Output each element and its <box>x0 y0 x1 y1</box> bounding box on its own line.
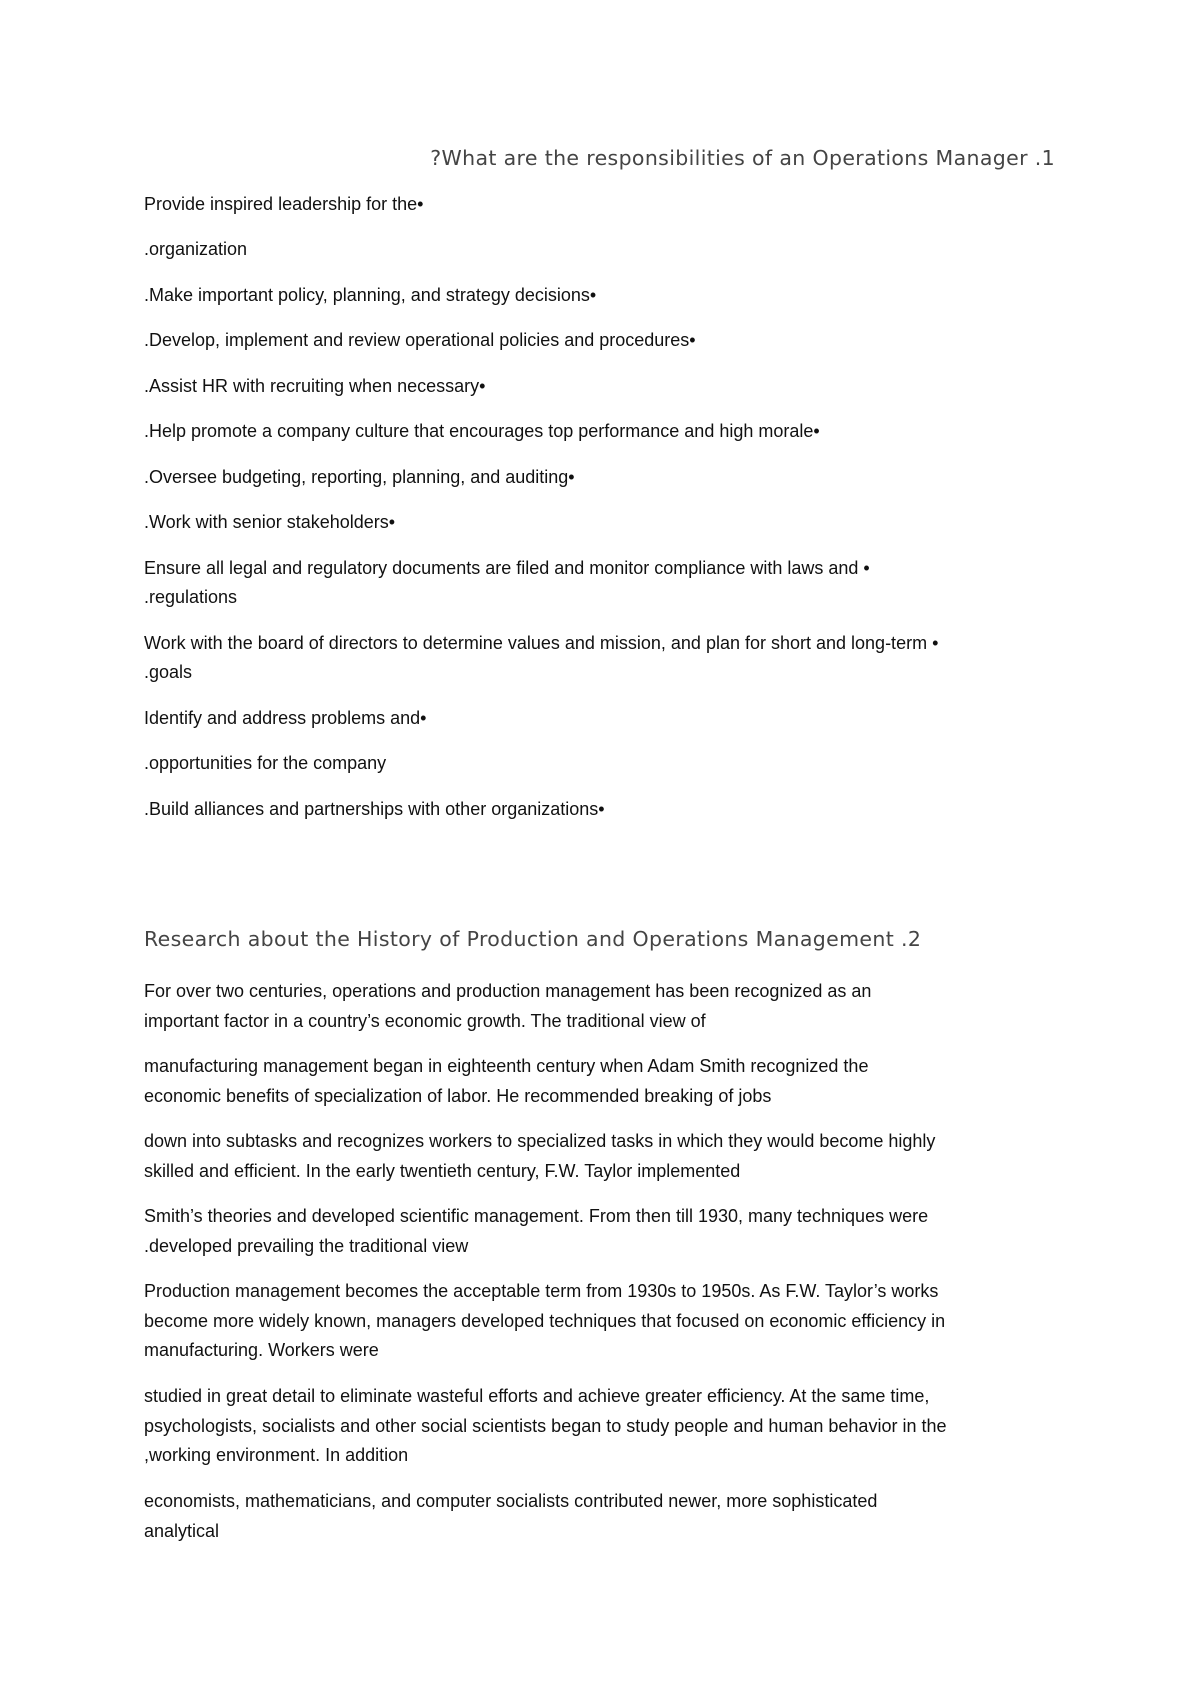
list-item: Provide inspired leadership for the• <box>144 194 424 214</box>
list-item: .Develop, implement and review operational policies and procedures• <box>144 330 696 350</box>
list-item: Identify and address problems and• <box>144 708 427 728</box>
paragraph <box>144 1277 1064 1366</box>
paragraph-line: manufacturing management began in eighteenth century when Adam Smith recognized the <box>144 1056 869 1076</box>
paragraph <box>144 1382 1064 1471</box>
section-2-heading: Research about the History of Production and Operations Management .2 <box>144 927 922 951</box>
paragraph-line: studied in great detail to eliminate wasteful efforts and achieve greater efficiency. At the same time, <box>144 1386 930 1406</box>
paragraph-line: down into subtasks and recognizes workers to specialized tasks in which they would become highly <box>144 1131 936 1151</box>
paragraph-line: Smith’s theories and developed scientific management. From then till 1930, many techniques were <box>144 1206 929 1226</box>
paragraph-line: .developed prevailing the traditional view <box>144 1235 469 1256</box>
paragraph-line: analytical <box>144 1520 220 1541</box>
paragraph-line: economic benefits of specialization of labor. He recommended breaking of jobs <box>144 1085 772 1106</box>
paragraph-line: important factor in a country’s economic growth. The traditional view of <box>144 1010 706 1031</box>
list-item: .opportunities for the company <box>144 753 387 773</box>
section-1-heading: ?What are the responsibilities of an Operations Manager .1 <box>430 146 1055 170</box>
paragraph-line: For over two centuries, operations and production management has been recognized as an <box>144 981 872 1001</box>
paragraph <box>144 1487 1064 1546</box>
list-item: .Oversee budgeting, reporting, planning, and auditing• <box>144 467 575 487</box>
paragraph <box>144 1202 1064 1261</box>
paragraph-line: become more widely known, managers developed techniques that focused on economic efficiency in <box>144 1310 946 1331</box>
list-item: Ensure all legal and regulatory documents are filed and monitor compliance with laws and • <box>144 558 870 578</box>
paragraph-line: Production management becomes the acceptable term from 1930s to 1950s. As F.W. Taylor’s works <box>144 1281 939 1301</box>
list-item: .Make important policy, planning, and strategy decisions• <box>144 285 597 305</box>
paragraph <box>144 1052 1064 1111</box>
paragraph-line: psychologists, socialists and other social scientists began to study people and human behavior in the <box>144 1415 947 1436</box>
list-item: .Work with senior stakeholders• <box>144 512 396 532</box>
list-item: Work with the board of directors to determine values and mission, and plan for short and long-term • <box>144 633 939 653</box>
paragraph-line: manufacturing. Workers were <box>144 1340 379 1360</box>
list-item: .regulations <box>144 587 238 607</box>
paragraph-line: economists, mathematicians, and computer socialists contributed newer, more sophisticated <box>144 1491 878 1511</box>
list-item: .Help promote a company culture that encourages top performance and high morale• <box>144 421 820 441</box>
paragraph <box>144 1127 1064 1186</box>
list-item: .organization <box>144 239 248 259</box>
paragraph <box>144 977 1064 1036</box>
list-item: .goals <box>144 662 193 682</box>
paragraph-line: skilled and efficient. In the early twentieth century, F.W. Taylor implemented <box>144 1160 741 1181</box>
list-item: .Build alliances and partnerships with other organizations• <box>144 799 605 819</box>
list-item: .Assist HR with recruiting when necessary• <box>144 376 486 396</box>
paragraph-line: ,working environment. In addition <box>144 1445 409 1465</box>
